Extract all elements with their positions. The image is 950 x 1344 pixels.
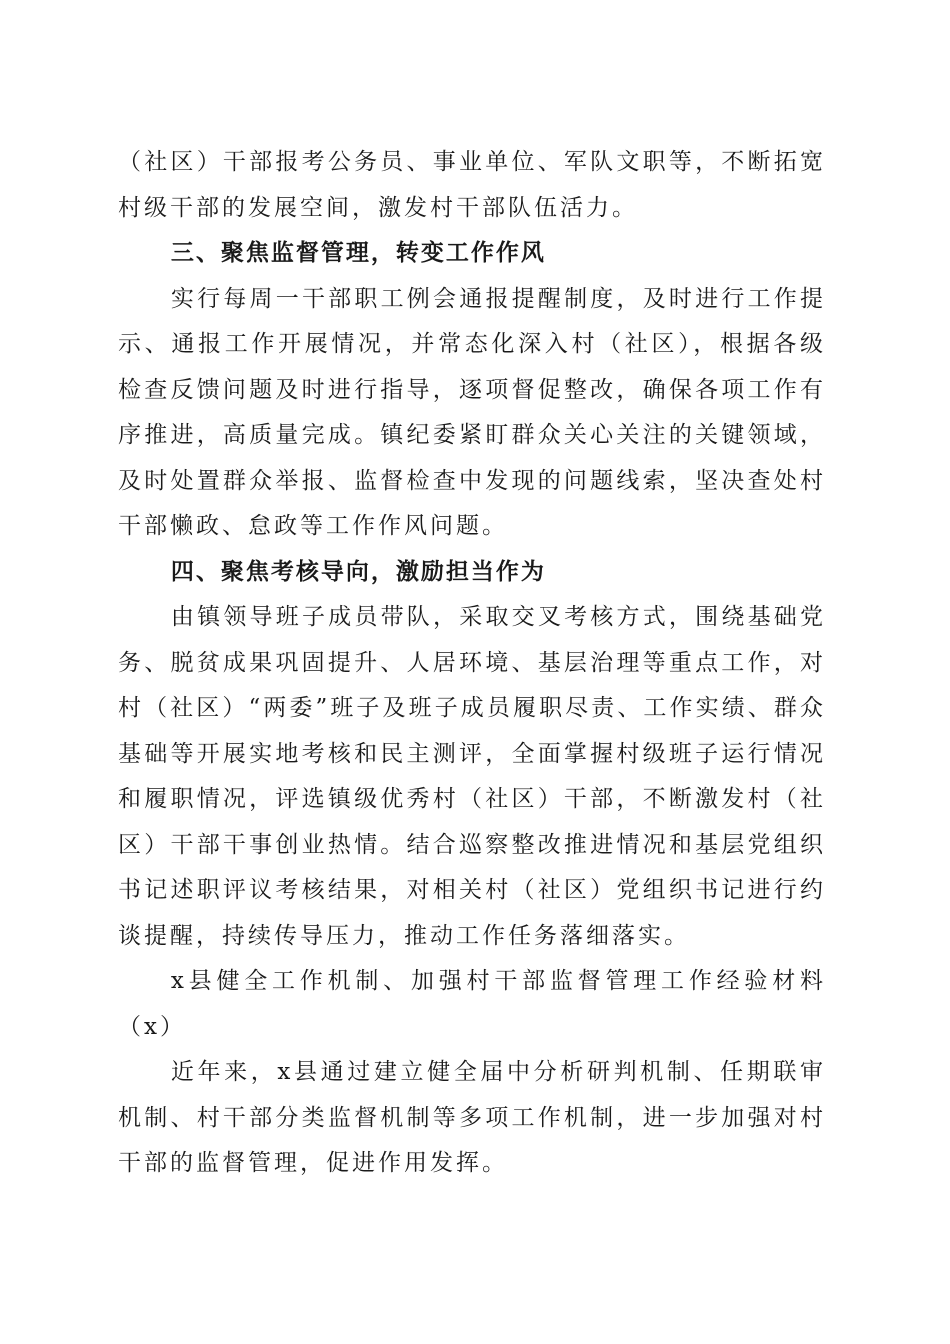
paragraph-section-3: 实行每周一干部职工例会通报提醒制度，及时进行工作提示、通报工作开展情况，并常态化深入村（社区），根据各级检查反馈问题及时进行指导，逐项督促整改，确保各项工作有序推进，高质量完成。镇纪委紧盯群众关心关注的关键领域，及时处置群众举报、监督检查中发现的问题线索，坚决查处村干部懒政、怠政等工作作风问题。: [118, 285, 826, 539]
material-title: x县健全工作机制、加强村干部监督管理工作经验材料（x）: [118, 968, 826, 1040]
paragraph-section-4: 由镇领导班子成员带队，采取交叉考核方式，围绕基础党务、脱贫成果巩固提升、人居环境、基层治理等重点工作，对村（社区）“两委”班子及班子成员履职尽责、工作实绩、群众基础等开展实地考核和民主测评，全面掌握村级班子运行情况和履职情况，评选镇级优秀村（社区）干部，不断激发村（社区）干部干事创业热情。结合巡察整改推进情况和基层党组织书记述职评议考核结果，对相关村（社区）党组织书记进行约谈提醒，持续传导压力，推动工作任务落细落实。: [118, 604, 826, 949]
paragraph-material-intro: 近年来，x县通过建立健全届中分析研判机制、任期联审机制、村干部分类监督机制等多项工作机制，进一步加强对村干部的监督管理，促进作用发挥。: [118, 1059, 826, 1176]
section-heading-3: 三、聚焦监督管理，转变工作作风: [170, 240, 546, 266]
paragraph-intro-continuation: （社区）干部报考公务员、事业单位、军队文职等，不断拓宽村级干部的发展空间，激发村干部队伍活力。: [118, 149, 826, 221]
section-heading-4: 四、聚焦考核导向，激励担当作为: [170, 558, 546, 585]
document-body: [118, 140, 826, 1187]
